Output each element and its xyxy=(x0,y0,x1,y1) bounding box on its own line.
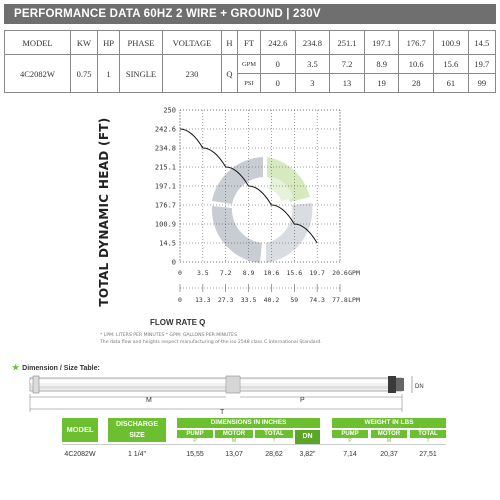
watermark-logo xyxy=(212,157,312,263)
discharge-head xyxy=(388,376,396,393)
psi-value: 19 xyxy=(364,74,399,93)
voltage-value: 230 xyxy=(163,55,222,93)
grid-group xyxy=(180,110,340,262)
dim-sub-p: P xyxy=(193,438,197,444)
col-hp: HP xyxy=(98,31,120,55)
note-units: * LPM: LITERS PER MINUTES * GPM: GALLONS PER MINUTES xyxy=(100,333,237,338)
x-gpm-tick-label: 3.5 xyxy=(196,269,209,277)
y-tick-label: 100.9 xyxy=(154,220,176,229)
ft-value: 234.8 xyxy=(295,31,330,55)
ft-value: 197.1 xyxy=(364,31,399,55)
size-weight-total-value: 27,51 xyxy=(419,451,437,458)
psi-value: 61 xyxy=(434,74,469,93)
ft-value: 242.6 xyxy=(261,31,296,55)
ft-value: 251.1 xyxy=(330,31,365,55)
x-lpm-tick-label: 13.3 xyxy=(195,296,211,304)
y-tick-label: 197.1 xyxy=(154,182,176,191)
model-value: 4C2082W xyxy=(5,55,71,93)
size-discharge-value: 1 1/4" xyxy=(127,451,147,458)
dim-col-total: TOTAL xyxy=(255,430,293,438)
size-weight-motor-value: 20,37 xyxy=(380,451,398,458)
x-gpm-tick-label: 7.2 xyxy=(219,269,232,277)
ft-value: 176.7 xyxy=(399,31,434,55)
psi-label: PSI xyxy=(238,74,261,93)
note-standard: The data flow and heights respect manufacturing of the iso 2548 class C International Standard. xyxy=(100,340,322,345)
y-tick-label: 14.5 xyxy=(159,239,176,248)
gpm-value: 10.6 xyxy=(399,55,434,74)
gpm-value: 7.2 xyxy=(330,55,365,74)
size-header-model: MODEL xyxy=(62,418,98,442)
x-lpm-tick-label: 0 xyxy=(178,296,182,304)
y-tick-label: 0 xyxy=(171,258,176,267)
star-icon: ★ xyxy=(12,363,20,372)
psi-value: 13 xyxy=(330,74,365,93)
x-gpm-tick-label: 0 xyxy=(178,269,182,277)
size-motor-value: 13,07 xyxy=(225,451,243,458)
performance-header: PERFORMANCE DATA 60HZ 2 WIRE + GROUND | 230V xyxy=(4,4,496,24)
x-lpm-tick-label: 59 xyxy=(290,296,299,304)
weight-col-total: TOTAL xyxy=(410,430,446,438)
col-model: MODEL xyxy=(5,31,71,55)
size-table-divider xyxy=(62,444,446,445)
size-header-dimensions: DIMENSIONS IN INCHES xyxy=(177,418,320,428)
x-gpm-unit: GPM xyxy=(348,269,360,277)
weight-sub-p: P xyxy=(348,438,352,444)
dim-col-motor: MOTOR xyxy=(215,430,253,438)
ft-value: 100.9 xyxy=(434,31,469,55)
x-gpm-tick-label: 19.7 xyxy=(309,269,325,277)
y-tick-label: 234.8 xyxy=(154,144,176,153)
y-tick-label: 242.6 xyxy=(154,125,176,134)
psi-value: 3 xyxy=(295,74,330,93)
x-lpm-tick-label: 74.3 xyxy=(309,296,325,304)
dimension-title-text: Dimension / Size Table: xyxy=(22,365,100,372)
x-gpm-tick-label: 10.6 xyxy=(263,269,280,277)
kw-value: 0.75 xyxy=(71,55,98,93)
size-header-weight: WEIGHT IN LBS xyxy=(332,418,446,428)
weight-sub-t: T xyxy=(426,438,430,444)
size-header-discharge: DISCHARGE SIZE xyxy=(108,418,166,442)
x-lpm-tick-label: 27.3 xyxy=(217,296,234,304)
gpm-label: GPM xyxy=(238,55,261,74)
tick-group xyxy=(155,107,360,305)
col-phase: PHASE xyxy=(120,31,163,55)
col-voltage: VOLTAGE xyxy=(163,31,222,55)
x-gpm-tick-label: 8.9 xyxy=(242,269,255,277)
performance-table xyxy=(4,30,496,93)
performance-chart xyxy=(100,105,360,315)
psi-value: 0 xyxy=(261,74,296,93)
weight-col-pump: PUMP xyxy=(332,430,368,438)
intake-screen xyxy=(226,376,240,393)
x-lpm-unit: LPM xyxy=(348,296,360,304)
dim-sub-t: T xyxy=(272,438,276,444)
gpm-value: 0 xyxy=(261,55,296,74)
col-kw: KW xyxy=(71,31,98,55)
size-total-value: 28,62 xyxy=(265,451,283,458)
gpm-value: 3.5 xyxy=(295,55,330,74)
p-label: P xyxy=(300,397,305,404)
x-lpm-tick-label: 40.2 xyxy=(263,296,280,304)
pump-body xyxy=(30,378,402,391)
gpm-value: 8.9 xyxy=(364,55,399,74)
m-label: M xyxy=(146,397,152,404)
gpm-value: 15.6 xyxy=(434,55,469,74)
q-label: Q xyxy=(222,55,238,93)
size-model-value: 4C2082W xyxy=(64,451,96,458)
size-weight-pump-value: 7,14 xyxy=(343,451,357,458)
weight-sub-m: M xyxy=(386,438,392,444)
ft-value: 14.5 xyxy=(468,31,495,55)
y-tick-label: 215.1 xyxy=(154,163,176,172)
pump-dimension-drawing xyxy=(0,368,500,418)
t-label: T xyxy=(220,409,225,416)
x-gpm-tick-label: 15.6 xyxy=(286,269,303,277)
col-ft: FT xyxy=(238,31,261,55)
dim-col-pump: PUMP xyxy=(177,430,213,438)
psi-value: 28 xyxy=(399,74,434,93)
size-dn-value: 3,82" xyxy=(299,451,316,458)
x-lpm-tick-label: 77.8 xyxy=(332,296,348,304)
y-axis-title: TOTAL DYNAMIC HEAD (FT) xyxy=(97,117,111,307)
dim-sub-m: M xyxy=(231,438,237,444)
y-tick-label: 250 xyxy=(163,106,176,115)
size-pump-value: 15,55 xyxy=(186,451,204,458)
psi-value: 99 xyxy=(468,74,495,93)
x-gpm-tick-label: 20.6 xyxy=(332,269,348,277)
dim-col-dn: DN xyxy=(295,430,320,444)
hp-value: 1 xyxy=(98,55,120,93)
y-tick-label: 176.7 xyxy=(154,201,176,210)
col-h: H xyxy=(222,31,238,55)
x-axis-title: FLOW RATE Q xyxy=(150,318,206,327)
dn-label: DN xyxy=(415,384,424,390)
x-lpm-tick-label: 33.5 xyxy=(240,296,257,304)
phase-value: SINGLE xyxy=(120,55,163,93)
gpm-value: 19.7 xyxy=(468,55,495,74)
weight-col-motor: MOTOR xyxy=(371,430,407,438)
